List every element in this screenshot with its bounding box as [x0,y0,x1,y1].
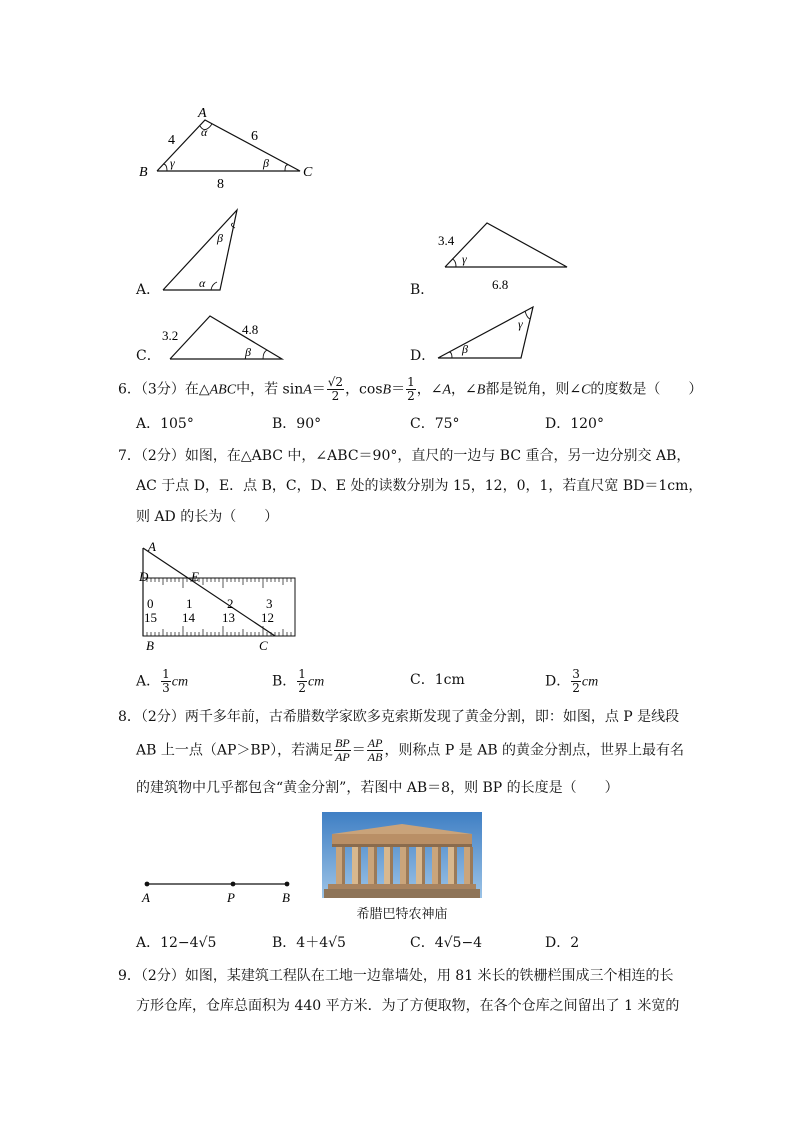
q7-choice-b-label: B． [272,673,297,690]
q8-fraction-bp-ap [334,737,351,764]
ruler-fig-d: D [139,569,149,584]
q7-choice-a[interactable] [136,668,188,695]
q7-choice-c[interactable] [410,670,465,690]
q9-score: （2分） [140,968,185,984]
q8-choice-b[interactable]: B．4＋4√5 [272,935,346,951]
q6-cos-fraction [406,376,416,403]
q6-text-d: ，∠ [416,381,443,398]
golden-section-segment [138,874,298,906]
q6-cos-den: 2 [407,389,415,403]
parthenon-columns [336,847,473,884]
question-8-line-3: 的建筑物中几乎都包含“黄金分割”，若图中 AB＝8，则 BP 的长度是（ ） [136,780,619,796]
parthenon-column-shadow [422,847,425,884]
option-b-triangle [432,218,577,293]
q6-score: （3分） [140,381,185,398]
q6-eq1: ＝ [311,381,326,398]
q7-choice-d-num: 3 [572,667,580,681]
q8-eq: ＝ [351,742,366,759]
question-9-line-1 [118,966,674,986]
ruler-fig-a: A [148,539,156,554]
q7-choice-c-text: 1cm [434,672,465,688]
angle-alpha-label: α [201,125,208,139]
vertex-b-label: B [139,165,148,180]
q7-choice-d-label: D． [545,673,571,690]
option-d-gamma: γ [518,317,523,331]
q8-line1: 两千多年前，古希腊数学家欧多克索斯发现了黄金分割，即：如图，点 P 是线段 [184,709,680,725]
ruler-bottom-13: 13 [222,610,235,625]
q6-sin-den: 2 [331,389,340,403]
parthenon-column-shadow [390,847,393,884]
ruler-bottom-15: 15 [144,610,157,625]
q6-text-e: ，∠ [451,381,477,398]
q7-choice-b-num: 1 [298,667,306,681]
ruler-top-1: 1 [186,596,193,611]
q6-choice-b[interactable]: B．90° [272,416,322,432]
option-c-triangle [160,310,290,365]
triangle-abc-figure [130,100,330,195]
q7-number: 7． [118,448,141,464]
q6-text-c: ，cos [345,381,383,398]
ruler-top-3: 3 [266,596,273,611]
q7-choice-b[interactable] [272,668,324,695]
q7-choice-b-unit: cm [307,674,325,690]
q7-choice-a-fraction [161,668,171,695]
option-c-side2: 4.8 [242,322,259,337]
segment-b-label: B [282,890,290,905]
q6-b1: B [382,382,392,398]
q6-abc: ABC [209,382,237,398]
q7-choice-b-fraction [297,668,307,695]
ruler-fig-e: E [191,569,199,584]
q8-line2-a: AB 上一点（AP＞BP），若满足 [136,742,334,759]
q7-choice-d-fraction [571,668,581,695]
angle-beta-label: β [263,156,269,170]
question-9-line-2: 方形仓库，仓库总面积为 440 平方米．为了方便取物，在各个仓库之间留出了 1 米宽的 [136,998,680,1014]
q8-f2-den: AB [367,750,383,764]
q8-score: （2分） [140,709,185,725]
vertex-c-label: C [303,165,313,180]
question-6 [118,376,702,403]
question-8-line-2 [136,737,684,764]
q9-line1: 如图，某建筑工程队在工地一边靠墙处，用 81 米长的铁栅栏围成三个相连的长 [184,968,674,984]
vertex-a-label: A [198,106,207,121]
ruler-top-ticks [143,578,295,588]
option-c-label[interactable]: C． [136,348,161,364]
q6-a2: A [442,382,452,398]
segment-p-label: P [227,890,235,905]
q8-f1-den: AP [335,750,350,764]
q6-eq2: ＝ [391,381,406,398]
parthenon-column-shadow [342,847,345,884]
option-a-beta: β [217,231,223,245]
option-a-alpha: α [199,276,206,290]
parthenon-column-shadow [358,847,361,884]
q8-f1-num: BP [335,736,350,750]
parthenon-column-shadow [454,847,457,884]
option-b-label[interactable]: B． [410,282,435,298]
q7-choice-d[interactable] [545,668,598,695]
q7-choice-a-den: 3 [162,681,170,695]
option-d-label[interactable]: D． [410,348,436,364]
q6-text-b: 中，若 sin [236,381,304,398]
q6-choice-a[interactable]: A．105° [136,416,194,432]
q8-choice-d[interactable]: D．2 [545,935,580,951]
ruler-triangle-figure [135,536,305,656]
q6-sin-num: √2 [327,375,344,389]
q6-text-g: 的度数是（ ） [590,381,703,398]
ruler-bottom-12: 12 [261,610,274,625]
q7-line1: 如图，在△ABC 中，∠ABC＝90°，直尺的一边与 BC 重合，另一边分别交 AB， [184,448,691,464]
q6-sin-fraction [327,376,344,403]
q6-text-a: 在△ [184,381,210,398]
option-d-beta: β [462,342,468,356]
q7-choice-d-den: 2 [572,681,580,695]
q7-choice-a-label: A． [136,673,161,690]
photo-caption: 希腊巴特农神庙 [356,907,448,922]
option-b-side2: 6.8 [492,277,509,292]
q8-choice-a[interactable]: A．12−4√5 [136,935,217,951]
q7-score: （2分） [140,448,185,464]
option-c-side1: 3.2 [162,328,179,343]
q6-a1: A [303,382,312,398]
q6-choice-c[interactable]: C．75° [410,416,460,432]
ruler-top-0: 0 [147,596,154,611]
q7-choice-b-den: 2 [298,681,306,695]
ruler-fig-b: B [146,638,154,653]
side-bc-label: 8 [217,177,224,192]
question-7-line-3: 则 AD 的长为（ ） [136,509,279,525]
parthenon-photo [322,812,482,898]
option-c-beta: β [245,345,251,359]
side-ab-label: 4 [168,133,175,148]
segment-a-label: A [142,890,150,905]
q8-number: 8． [118,709,141,725]
option-a-triangle [155,205,250,295]
q8-f2-num: AP [367,736,383,750]
q9-number: 9． [118,968,141,984]
parthenon-column-shadow [470,847,473,884]
q6-cos-num: 1 [407,375,415,389]
q6-number: 6． [118,381,141,398]
q7-choice-d-unit: cm [581,674,599,690]
option-b-gamma: γ [462,252,467,266]
ruler-top-2: 2 [227,596,234,611]
q6-b2: B [476,382,486,398]
q8-choice-c[interactable]: C．4√5−4 [410,935,483,951]
parthenon-column-shadow [374,847,377,884]
q6-c1: C [581,382,591,398]
option-a-label[interactable]: A． [136,282,161,298]
question-8-line-1 [118,707,679,727]
question-7-line-1 [118,446,690,466]
ruler-fig-c: C [259,638,268,653]
side-ac-label: 6 [251,129,258,144]
q7-choice-c-label: C． [410,672,435,688]
q8-fraction-ap-ab [367,737,384,764]
q7-choice-a-num: 1 [162,667,170,681]
q7-choice-a-unit: cm [171,674,189,690]
parthenon-column-shadow [438,847,441,884]
angle-gamma-label: γ [170,156,175,170]
parthenon-column-shadow [406,847,409,884]
option-d-triangle [428,300,540,365]
question-7-line-2: AC 于点 D，E．点 B，C，D、E 处的读数分别为 15，12，0，1，若直尺宽 BD＝1cm， [136,478,703,494]
ruler-bottom-14: 14 [182,610,195,625]
q6-choice-d[interactable]: D．120° [545,416,604,432]
q8-line2-b: ，则称点 P 是 AB 的黄金分割点，世界上最有名 [384,742,685,759]
option-b-side1: 3.4 [438,233,455,248]
q6-text-f: 都是锐角，则∠ [485,381,582,398]
